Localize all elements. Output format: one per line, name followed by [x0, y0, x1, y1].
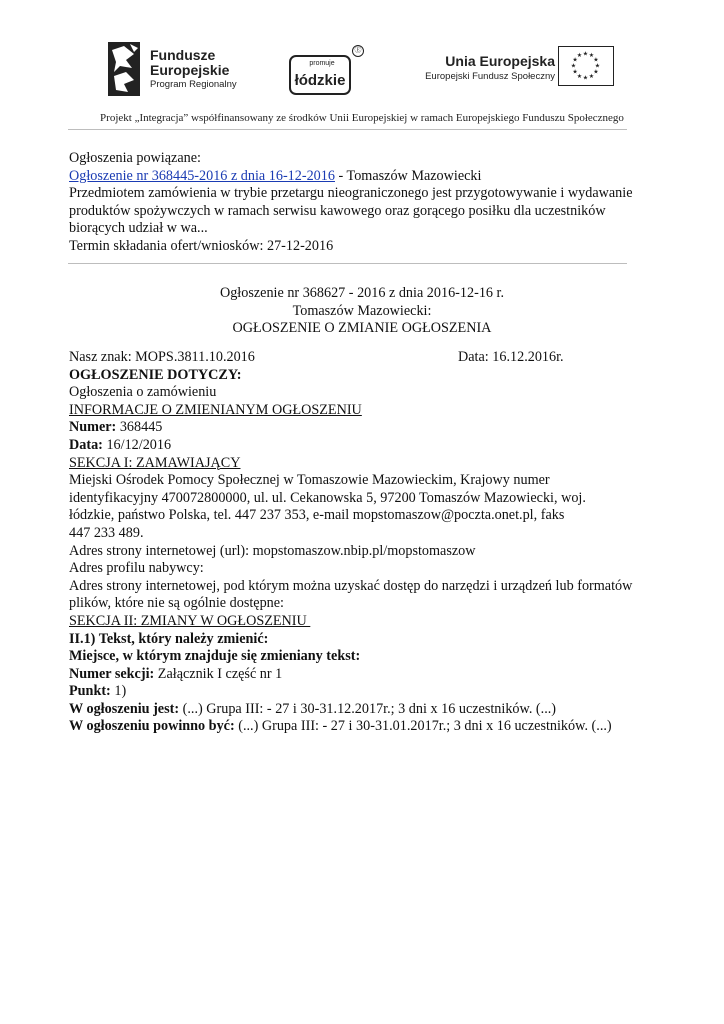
lodz-small: promuje — [309, 60, 335, 67]
related-notice-link[interactable]: Ogłoszenie nr 368445-2016 z dnia 16-12-2016 — [69, 167, 335, 184]
info-heading: INFORMACJE O ZMIENIANYM OGŁOSZENIU — [69, 401, 362, 418]
concerns-value: Ogłoszenia o zamówieniu — [69, 384, 217, 401]
related-notices — [69, 150, 633, 256]
section-1-line-8: plików, które nie są ogólnie dostępne: — [69, 595, 285, 612]
concerns-heading: OGŁOSZENIE DOTYCZY: — [69, 366, 242, 383]
section-2-place: Miejsce, w którym znajduje się zmieniany tekst: — [69, 648, 361, 665]
section-2-heading: SEKCJA II: ZMIANY W OGŁOSZENIU — [69, 612, 311, 629]
corrected-text-value: (...) Grupa III: - 27 i 30-31.01.2017r.; 3 dni x 16 uczestników. (...) — [234, 718, 612, 735]
section-1-line-5: Adres strony internetowej (url): mopstomaszow.nbip.pl/mopstomaszow — [69, 542, 476, 559]
eu-star-icon: ★ — [588, 72, 595, 80]
notice-line-3: OGŁOSZENIE O ZMIANIE OGŁOSZENIA — [232, 320, 492, 337]
fe-line3: Program Regionalny — [150, 79, 237, 90]
section-number-row — [69, 666, 632, 684]
lodz-big: łódzkie — [294, 72, 346, 89]
divider — [68, 263, 627, 264]
unia-europejska-logo-text — [410, 53, 555, 83]
eu-star-icon: ★ — [570, 62, 577, 70]
corrected-text-row — [69, 718, 632, 736]
registered-mark: Ⓔ — [352, 45, 364, 57]
date-value: 16/12/2016 — [102, 436, 172, 453]
eu-star-icon: ★ — [594, 62, 601, 70]
project-line: Projekt „Integracja” współfinansowany ze środków Unii Europejskiej w ramach Europejskiego Funduszu Społecznego — [100, 112, 624, 124]
eu-star-icon: ★ — [582, 74, 589, 82]
fundusze-europejskie-logo — [108, 40, 268, 100]
document-date: Data: 16.12.2016r. — [458, 349, 564, 365]
divider — [68, 129, 627, 130]
notice-line-1: Ogłoszenie nr 368627 - 2016 z dnia 2016-12-16 r. — [219, 285, 505, 301]
reference-row — [69, 349, 632, 367]
related-notice-row — [69, 168, 633, 186]
section-1-line-2: identyfikacyjny 470072800000, ul. ul. Cekanowska 5, 97200 Tomaszów Mazowiecki, woj. — [69, 489, 586, 506]
related-deadline: Termin składania ofert/wniosków: 27-12-2016 — [69, 237, 334, 254]
section-1-heading: SEKCJA I: ZAMAWIAJĄCY — [69, 454, 241, 471]
eu-star-icon: ★ — [576, 72, 583, 80]
current-text-label: W ogłoszeniu jest: — [69, 700, 180, 717]
eu-star-icon: ★ — [593, 56, 599, 64]
eu-star-icon: ★ — [576, 52, 583, 60]
eu-flag-icon — [558, 46, 614, 86]
related-desc-1: Przedmiotem zamówienia w trybie przetargu nieograniczonego jest przygotowywanie i wydawanie — [69, 185, 633, 202]
number-label: Numer: — [69, 419, 117, 436]
section-1-line-7: Adres strony internetowej, pod którym można uzyskać dostęp do narzędzi i urządzeń lub formatów — [69, 577, 633, 594]
related-desc-2: produktów spożywczych w ramach serwisu kawowego oraz gorącego posiłku dla uczestników — [69, 202, 606, 219]
lodzkie-box — [289, 55, 351, 95]
our-reference: Nasz znak: MOPS.3811.10.2016 — [69, 349, 255, 365]
related-title: Ogłoszenia powiązane: — [69, 150, 201, 166]
section-1-line-4: 447 233 489. — [69, 524, 144, 541]
notice-heading — [0, 285, 724, 338]
section-1-line-3: łódzkie, państwo Polska, tel. 447 237 353, e-mail mopstomaszow@poczta.onet.pl, faks — [69, 507, 565, 524]
number-value: 368445 — [116, 419, 163, 436]
eu-star-icon: ★ — [593, 68, 599, 76]
point-row — [69, 683, 632, 701]
fundusze-europejskie-emblem — [108, 42, 140, 96]
fe-line1: Fundusze — [150, 47, 216, 63]
notice-line-2: Tomaszów Mazowiecki: — [292, 302, 432, 319]
current-text-value: (...) Grupa III: - 27 i 30-31.12.2017r.; 3 dni x 16 uczestników. (...) — [179, 700, 557, 717]
date-row — [69, 437, 632, 455]
section-2-text-to-change: II.1) Tekst, który należy zmienić: — [69, 630, 269, 647]
corrected-text-label: W ogłoszeniu powinno być: — [69, 718, 235, 735]
promuje-lodzkie-logo — [289, 45, 364, 100]
point-label: Punkt: — [69, 683, 111, 700]
number-row — [69, 419, 632, 437]
eu-star-icon: ★ — [582, 50, 589, 58]
point-value: 1) — [110, 683, 127, 700]
section-1-line-6: Adres profilu nabywcy: — [69, 560, 204, 577]
eu-star-icon: ★ — [588, 52, 595, 60]
logo-bar — [0, 0, 724, 124]
current-text-row — [69, 701, 632, 719]
notice-body — [69, 349, 632, 736]
date-label: Data: — [69, 436, 103, 453]
related-notice-suffix: - Tomaszów Mazowiecki — [334, 167, 482, 184]
fe-line2: Europejskie — [150, 62, 230, 78]
section-1-line-1: Miejski Ośrodek Pomocy Społecznej w Tomaszowie Mazowieckim, Krajowy numer — [69, 472, 550, 489]
section-number-label: Numer sekcji: — [69, 665, 155, 682]
ue-line2: Europejski Fundusz Społeczny — [425, 71, 555, 82]
eu-star-icon: ★ — [572, 56, 578, 64]
section-number-value: Załącznik I część nr 1 — [154, 665, 283, 682]
eu-star-icon: ★ — [572, 68, 578, 76]
ue-line1: Unia Europejska — [445, 53, 555, 69]
related-desc-3: biorących udział w wa... — [69, 220, 208, 237]
